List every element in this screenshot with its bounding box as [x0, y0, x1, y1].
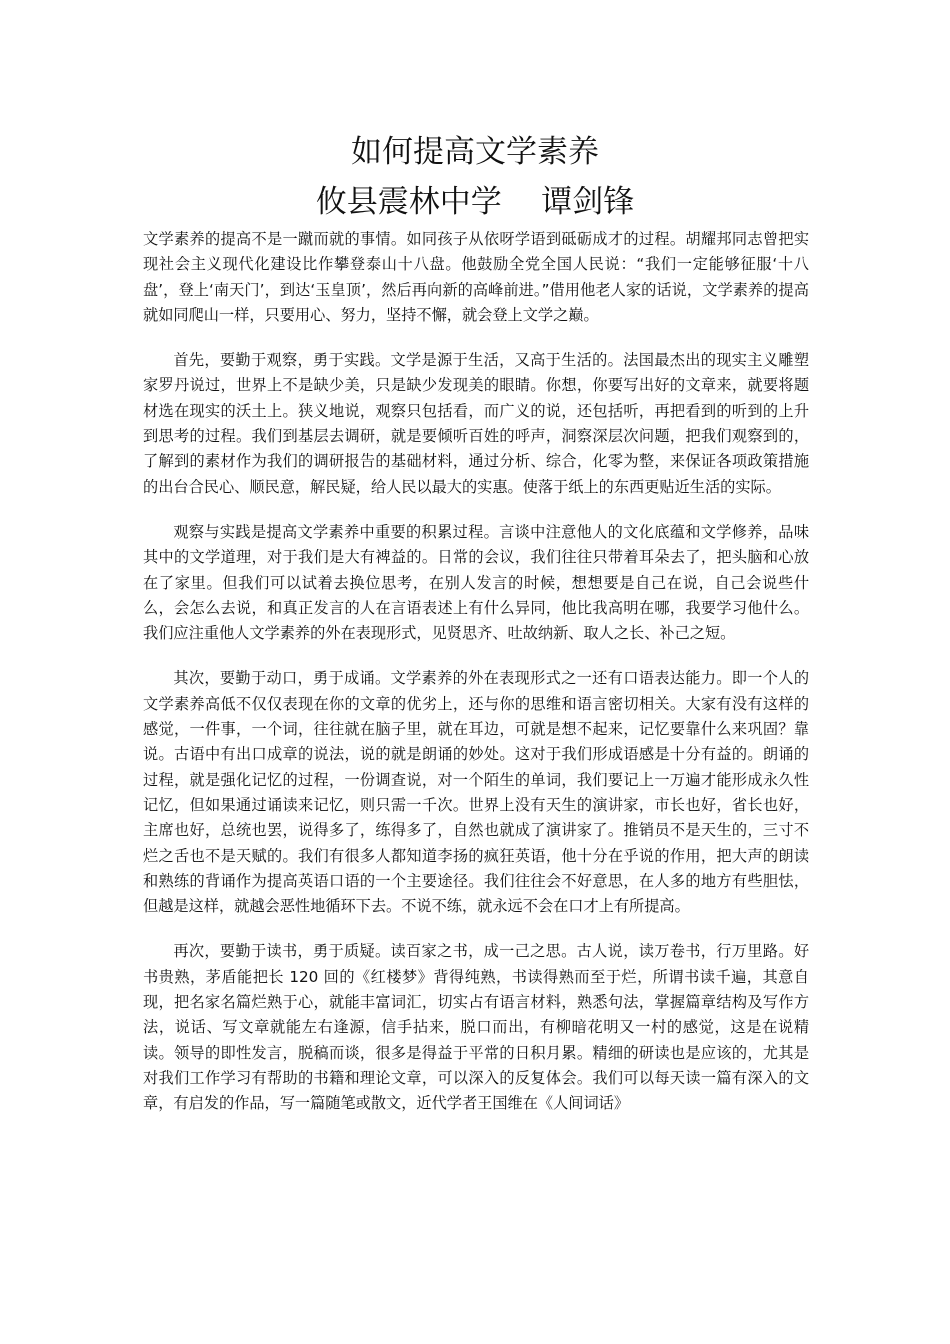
paragraph-intro: 文学素养的提高不是一蹴而就的事情。如同孩子从依呀学语到砥砺成才的过程。胡耀邦同志曾把实现社会主义现代化建设比作攀登泰山十八盘。他鼓励全党全国人民说：“我们一定能够征服‘十八盘’，登上‘南天门’，到达‘玉皇顶’，然后再向新的高峰前进。”借用他老人家的话说，文学素养的提高就如同爬山一样，只要用心、努力，坚持不懈，就会登上文学之巅。 — [143, 230, 809, 324]
document-subtitle: 攸县震林中学 谭剑锋 — [315, 184, 635, 220]
paragraph-read: 再次，要勤于读书，勇于质疑。读百家之书，成一己之思。古人说，读万卷书，行万里路。好书贵熟，茅盾能把长 120 回的《红楼梦》背得纯熟，书读得熟而至于烂，所谓书读千遍，其意自现，把名家名篇烂熟于心，就能丰富词汇，切实占有语言材料，熟悉句法，掌握篇章结构及写作方法，说话、写文章就能左右逢源，信手拈来，脱口而出，有柳暗花明又一村的感觉，这是在说精读。领导的即性发言，脱稿而谈，很多是得益于平常的日积月累。精细的研读也是应该的，尤其是对我们工作学习有帮助的书籍和理论文章，可以深入的反复体会。我们可以每天读一篇有深入的文章，有启发的作品，写一篇随笔或散文，近代学者王国维在《人间词话》 — [143, 942, 809, 1113]
document-body — [143, 227, 809, 1137]
document-title: 如何提高文学素养 — [351, 134, 599, 170]
paragraph-accumulate: 观察与实践是提高文学素养中重要的积累过程。言谈中注意他人的文化底蕴和文学修养，品味其中的文学道理，对于我们是大有裨益的。日常的会议，我们往往只带着耳朵去了，把头脑和心放在了家里。但我们可以试着去换位思考，在别人发言的时候，想想要是自己在说，自己会说些什么，会怎么去说，和真正发言的人在言语表述上有什么异同，他比我高明在哪，我要学习他什么。我们应注重他人文学素养的外在表现形式，见贤思齐、吐故纳新、取人之长、补己之短。 — [143, 522, 809, 643]
paragraph-recite: 其次，要勤于动口，勇于成诵。文学素养的外在表现形式之一还有口语表达能力。即一个人的文学素养高低不仅仅表现在你的文章的优劣上，还与你的思维和语言密切相关。大家有没有这样的感觉，一件事，一个词，往往就在脑子里，就在耳边，可就是想不起来，记忆要靠什么来巩固？靠说。古语中有出口成章的说法，说的就是朗诵的妙处。这对于我们形成语感是十分有益的。朗诵的过程，就是强化记忆的过程，一份调查说，对一个陌生的单词，我们要记上一万遍才能形成永久性记忆，但如果通过诵读来记忆，则只需一千次。世界上没有天生的演讲家，市长也好，省长也好，主席也好，总统也罢，说得多了，练得多了，自然也就成了演讲家了。推销员不是天生的，三寸不烂之舌也不是天赋的。我们有很多人都知道李扬的疯狂英语，他十分在乎说的作用，把大声的朗读和熟练的背诵作为提高英语口语的一个主要途径。我们往往会不好意思，在人多的地方有些胆怯，但越是这样，就越会恶性地循环下去。不说不练，就永远不会在口才上有所提高。 — [143, 669, 809, 916]
paragraph-observe: 首先，要勤于观察，勇于实践。文学是源于生活，又高于生活的。法国最杰出的现实主义雕塑家罗丹说过，世界上不是缺少美，只是缺少发现美的眼睛。你想，你要写出好的文章来，就要将题材选在现实的沃土上。狭义地说，观察只包括看，而广义的说，还包括听，再把看到的听到的上升到思考的过程。我们到基层去调研，就是要倾听百姓的呼声，洞察深层次问题，把我们观察到的，了解到的素材作为我们的调研报告的基础材料，通过分析、综合，化零为整，来保证各项政策措施的出台合民心、顺民意，解民疑，给人民以最大的实惠。使落于纸上的东西更贴近生活的实际。 — [143, 351, 809, 496]
